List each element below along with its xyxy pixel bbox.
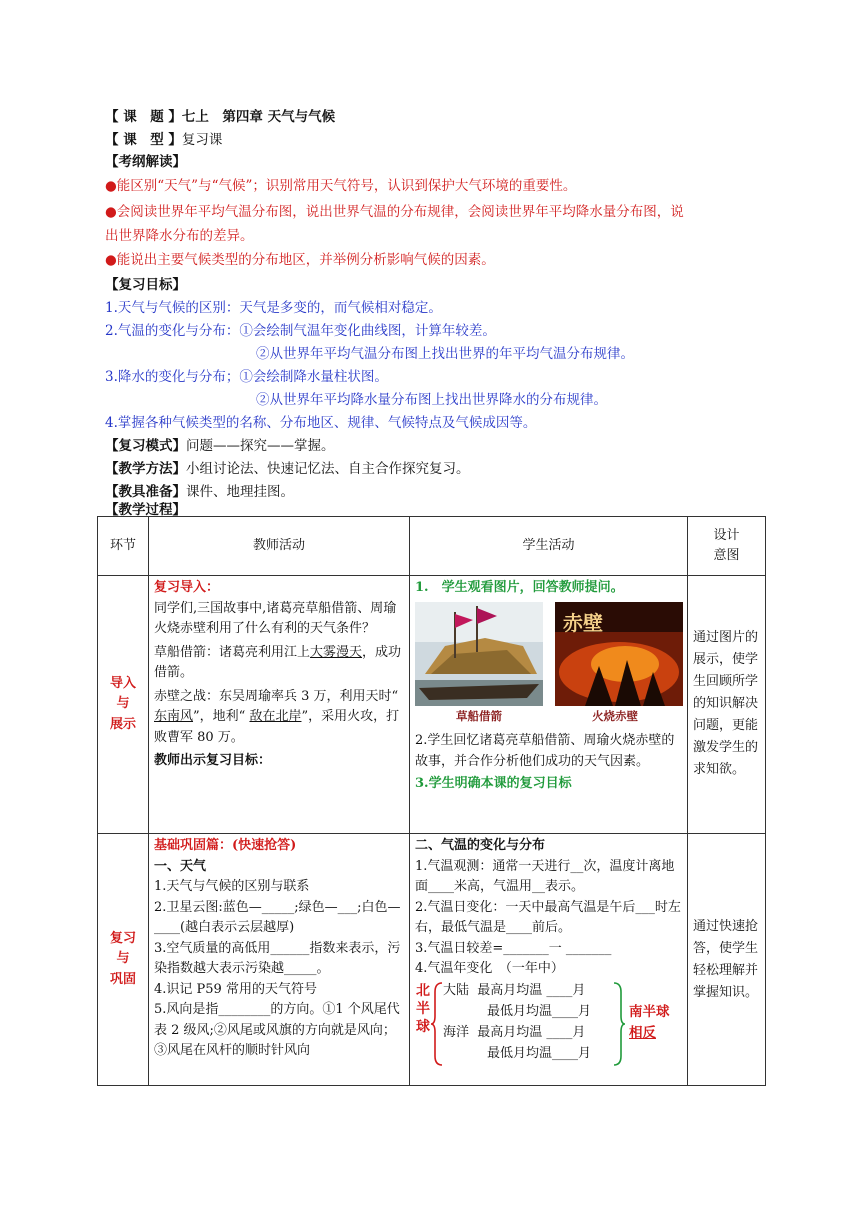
student-review-l4: 4.气温年变化 （一年中） bbox=[415, 961, 564, 976]
teacher-review-title: 基础巩固篇：(快速抢答) bbox=[154, 838, 297, 853]
outline-label: 【考纲解读】 bbox=[105, 154, 186, 170]
student-review-l1: 1.气温观测：通常一天进行__次，温度计离地面____米高，气温用__表示。 bbox=[415, 858, 675, 894]
section-review-3: 巩固 bbox=[109, 971, 136, 987]
goal-2: 2.气温的变化与分布：①会绘制气温年变化曲线图，计算年较差。 bbox=[105, 323, 496, 339]
table-row-review bbox=[98, 834, 766, 1086]
col-header-teacher: 教师活动 bbox=[149, 517, 410, 576]
design-header-2: 意图 bbox=[713, 548, 740, 563]
section-review-2: 与 bbox=[116, 951, 130, 967]
sea-label: 海洋 bbox=[443, 1024, 470, 1040]
col-header-design bbox=[688, 517, 766, 576]
caption-fire: 火烧赤壁 bbox=[592, 708, 638, 723]
land-label: 大陆 bbox=[443, 982, 470, 998]
student-activity-intro bbox=[410, 576, 688, 834]
outline-item-3: ●能说出主要气候类型的分布地区，并举例分析影响气候的因素。 bbox=[105, 252, 495, 268]
method-label: 【教学方法】 bbox=[105, 461, 186, 477]
image-captions bbox=[415, 706, 682, 728]
tools-label: 【教具准备】 bbox=[105, 484, 186, 500]
goal-2b: ②从世界年平均气温分布图上找出世界的年平均气温分布规律。 bbox=[256, 346, 634, 362]
tools-value: 课件、地理挂图。 bbox=[186, 484, 294, 500]
section-intro-3: 展示 bbox=[109, 716, 136, 732]
design-header-1: 设计 bbox=[713, 527, 740, 543]
col-header-stage: 环节 bbox=[98, 517, 149, 576]
tools-line bbox=[105, 482, 294, 502]
goal-3: 3.降水的变化与分布；①会绘制降水量柱状图。 bbox=[105, 369, 388, 385]
annual-temp-block bbox=[415, 980, 682, 1068]
design-intro: 通过图片的展示，使学生回顾所学的知识解决问题，更能激发学生的求知欲。 bbox=[688, 576, 766, 834]
opposite-label: 相反 bbox=[629, 1024, 656, 1041]
section-review bbox=[98, 834, 149, 1086]
teacher-review-l5: 5.风向是指________的方向。①1 个风尾代表 2 级风;②风尾或风旗的方向就是风向；③风尾在风杆的顺时针风向 bbox=[154, 1002, 400, 1058]
type-label: 【 课 型 】 bbox=[105, 132, 182, 148]
topic-value: 七上 第四章 天气与气候 bbox=[181, 109, 336, 125]
teacher-review-l4: 4.识记 P59 常用的天气符号 bbox=[154, 981, 317, 997]
teacher-review-l2: 2.卫星云图:蓝色—_____;绿色—___;白色— ____(越白表示云层越厚) bbox=[154, 899, 401, 935]
table-header-row bbox=[98, 517, 766, 576]
design-review: 通过快速抢答，使学生轻松理解并掌握知识。 bbox=[688, 834, 766, 1086]
teacher-intro-chibi: 赤壁之战：东吴周瑜率兵 3 万，利用天时“ 东南风”，地利“ 敌在北岸”，采用火攻，打败曹军 80 万。 bbox=[154, 688, 400, 745]
sea-max: 最高月均温 ____月 bbox=[477, 1024, 586, 1040]
student-activity-review bbox=[410, 834, 688, 1086]
goals-label: 【复习目标】 bbox=[105, 277, 186, 293]
teacher-activity-intro bbox=[149, 576, 410, 834]
land-min: 最低月均温____月 bbox=[487, 1003, 592, 1019]
sea-min: 最低月均温____月 bbox=[487, 1045, 592, 1061]
land-max: 最高月均温 ____月 bbox=[477, 982, 586, 998]
boat-arrows-image bbox=[415, 602, 543, 706]
col-header-student: 学生活动 bbox=[410, 517, 688, 576]
teacher-intro-boat: 草船借箭：诸葛亮利用江上大雾漫天，成功借箭。 bbox=[154, 644, 402, 680]
mode-line bbox=[105, 436, 335, 456]
section-intro bbox=[98, 576, 149, 834]
student-review-l3: 3.气温日较差=_______一 _______ bbox=[415, 940, 612, 956]
method-line bbox=[105, 459, 470, 479]
process-label: 【教学过程】 bbox=[105, 502, 186, 518]
method-value: 小组讨论法、快速记忆法、自主合作探究复习。 bbox=[186, 461, 470, 477]
right-brace-icon bbox=[613, 982, 625, 1066]
outline-item-2b: 出世界降水分布的差异。 bbox=[105, 228, 254, 244]
student-intro-2: 2.学生回忆诸葛亮草船借箭、周瑜火烧赤壁的故事，并合作分析他们成功的天气因素。 bbox=[415, 733, 675, 769]
topic-line bbox=[105, 107, 335, 127]
table-row-intro bbox=[98, 576, 766, 834]
teacher-intro-title: 复习导入： bbox=[154, 580, 220, 595]
teacher-intro-question: 同学们,三国故事中,诸葛亮草船借箭、周瑜火烧赤壁利用了什么有利的天气条件？ bbox=[154, 600, 397, 636]
land-sea-block bbox=[443, 980, 591, 1064]
goal-3b: ②从世界年平均降水量分布图上找出世界降水的分布规律。 bbox=[256, 392, 607, 408]
teacher-review-l1: 1.天气与气候的区别与联系 bbox=[154, 879, 310, 894]
mode-value: 问题——探究——掌握。 bbox=[186, 438, 335, 454]
section-intro-2: 与 bbox=[116, 696, 130, 712]
topic-label: 【 课 题 】 bbox=[105, 109, 182, 125]
student-review-h: 二、气温的变化与分布 bbox=[415, 838, 546, 853]
student-intro-3: 3.学生明确本课的复习目标 bbox=[415, 776, 572, 791]
intro-images bbox=[415, 602, 682, 706]
goal-1: 1.天气与气候的区别：天气是多变的，而气候相对稳定。 bbox=[105, 300, 442, 316]
student-intro-1: 1. 学生观看图片，回答教师提问。 bbox=[415, 580, 624, 595]
section-intro-1: 导入 bbox=[109, 675, 136, 691]
red-cliff-image bbox=[555, 602, 683, 706]
teacher-review-l3: 3.空气质量的高低用______指数来表示，污染指数越大表示污染越_____。 bbox=[154, 940, 401, 976]
south-hemisphere-note bbox=[629, 1002, 670, 1044]
left-brace-icon bbox=[431, 982, 443, 1066]
teacher-intro-goals: 教师出示复习目标： bbox=[154, 753, 272, 768]
process-table bbox=[97, 516, 766, 1086]
teacher-activity-review bbox=[149, 834, 410, 1086]
type-line bbox=[105, 130, 222, 150]
type-value: 复习课 bbox=[181, 132, 223, 148]
section-review-1: 复习 bbox=[109, 930, 136, 946]
red-cliff-title: 赤壁 bbox=[563, 610, 604, 635]
north-hemisphere-label: 北 半 球 bbox=[416, 982, 430, 1035]
outline-item-1: ●能区别“天气”与“气候”；识别常用天气符号，认识到保护大气环境的重要性。 bbox=[105, 178, 577, 194]
teacher-review-h1: 一、天气 bbox=[154, 858, 207, 874]
outline-item-2: ●会阅读世界年平均气温分布图，说出世界气温的分布规律，会阅读世界年平均降水量分布图，说 bbox=[105, 204, 684, 220]
student-review-l2: 2.气温日变化：一天中最高气温是午后___时左右，最低气温是____前后。 bbox=[415, 899, 681, 935]
south-label: 南半球 bbox=[629, 1003, 670, 1020]
mode-label: 【复习模式】 bbox=[105, 438, 186, 454]
caption-boat: 草船借箭 bbox=[456, 708, 502, 723]
goal-4: 4.掌握各种气候类型的名称、分布地区、规律、气候特点及气候成因等。 bbox=[105, 415, 537, 431]
